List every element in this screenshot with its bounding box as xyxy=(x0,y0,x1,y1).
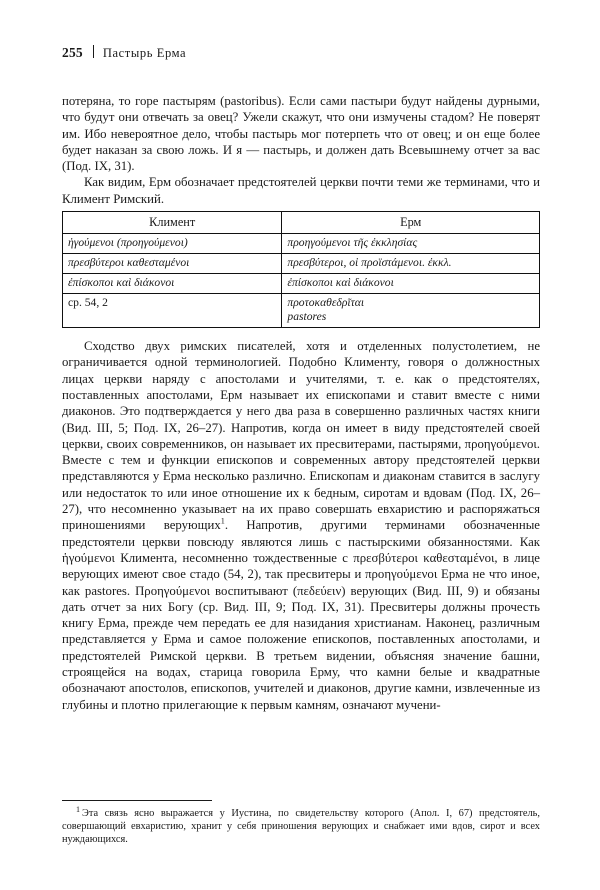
table-cell-clement: πρεσβύτεροι καθεσταμένοι xyxy=(63,254,282,274)
table-header-clement: Климент xyxy=(63,212,282,234)
table-row xyxy=(63,254,540,274)
paragraph-continuation: потеряна, то горе пастырям (pastoribus). Если сами пастыри будут найдены дурными, что будут они отвечать за овец? Ужели скажут, что они измучены стадом? Не поверят им. Ибо невероятное дело, чтобы пастырь мог потерпеть что от овец; и он еще более будет наказан за свою ложь. И я — пастырь, и должен дать Всевышнему отчет за вас (Под. IX, 31). xyxy=(62,94,540,174)
footnote-number: 1 xyxy=(76,804,80,814)
table-cell-hermas-line1: προτοκαθεδρῖται xyxy=(287,296,365,310)
paragraph-main xyxy=(62,338,540,713)
footnote-area xyxy=(62,786,540,847)
table-cell-hermas: ἐπίσκοποι καὶ διάκονοι xyxy=(282,274,540,294)
paragraph-main-part2: . Напротив, другими терминами обозначенные предстоятели церкви повсюду являются лишь с пастырскими обязанностями. Как ἡγούμενοι Климента, несомненно тождественные с πρεσβύτεροι καθεσταμένοι, в лице верующих имеют свое стадо (54, 2), так пресвитеры и προηγούμενοι Ерма не что иное, как pastores. Προηγούμενοι воспитывают (πεδεύειν) верующих (Вид. III, 9) и обязаны дать отчет за них Богу (ср. Вид. III, 9; Под. IX, 31). Пресвитеры должны прочесть книгу Ерма, прежде чем передать ее для назидания христианам. Наконец, различным представляется у Ерма и самое положение епископов, поставленных апостолами, и предстоятелей Римской церкви. В третьем видении, объясняя значение башни, строящейся на водах, старица говорила Ерму, что камни белые и квадратные обозначают апостолов, епископов, учителей и диаконов, другие камни, извлеченные из глубины и плотно прилегающие к первым камням, означают мучени- xyxy=(62,518,540,712)
running-head-divider xyxy=(93,45,94,58)
paragraph-main-part1: Сходство двух римских писателей, хотя и отделенных полустолетием, не ограничивается одной терминологией. Подобно Клименту, говоря о должностных лицах церкви наряду с апостолами и учителями, т. е. как о предстоятелях, поставленных апостолами, Ерм называет их епископами и ставит вместе с ними диаконов. Это подтверждается у него два раза в совершенно различных частях книги (Вид. III, 5; Под. IX, 26–27). Напротив, когда он имеет в виду предстоятелей своей церкви, своих современников, он называет их пресвитерами, пастырями, προηγούμενοι. Вместе с тем и функции епископов и современных автору предстоятелей церкви представляются у Ерма несколько различно. Епископам и диаконам ставится в заслугу или недостаток то или иное отношение их к бедным, сиротам и вдовам (Под. IX, 26–27), что несомненно указывает на их право совершать евхаристию и распоряжаться приношениями верующих xyxy=(62,339,540,533)
running-head xyxy=(62,44,540,61)
table-cell-clement: ἡγούμενοι (προηγούμενοι) xyxy=(63,234,282,254)
table-cell-clement: ἐπίσκοποι καὶ διάκονοι xyxy=(63,274,282,294)
footnote-separator xyxy=(62,800,212,801)
table-cell-clement: ср. 54, 2 xyxy=(63,294,282,328)
table-header-hermas: Ерм xyxy=(282,212,540,234)
footnote-body: Эта связь ясно выражается у Иустина, по свидетельству которого (Апол. I, 67) предстоятель, совершающий евхаристию, хранит у себя приношения верующих и снабжает ими вдов, сирот и всех нуждающихся. xyxy=(62,808,540,846)
table-cell-hermas: πρεσβύτεροι, οἱ προϊστάμενοι. ἐκκλ. xyxy=(282,254,540,274)
table-row xyxy=(63,234,540,254)
page-content xyxy=(62,44,540,713)
table-row xyxy=(63,274,540,294)
page-number: 255 xyxy=(62,45,83,60)
terminology-table xyxy=(62,211,540,328)
table-row xyxy=(63,294,540,328)
table-cell-hermas-line2: pastores xyxy=(287,310,327,324)
footnote-reference[interactable]: 1 xyxy=(220,517,225,527)
table-header-row xyxy=(63,212,540,234)
running-title: Пастырь Ерма xyxy=(102,46,187,60)
table-cell-hermas: προηγούμενοι τῆς ἐκκλησίας xyxy=(282,234,540,254)
footnote-text xyxy=(62,804,540,847)
paragraph-intro-table: Как видим, Ерм обозначает предстоятелей церкви почти теми же терминами, что и Климент Римский. xyxy=(62,175,540,206)
table-cell-hermas xyxy=(282,294,540,328)
